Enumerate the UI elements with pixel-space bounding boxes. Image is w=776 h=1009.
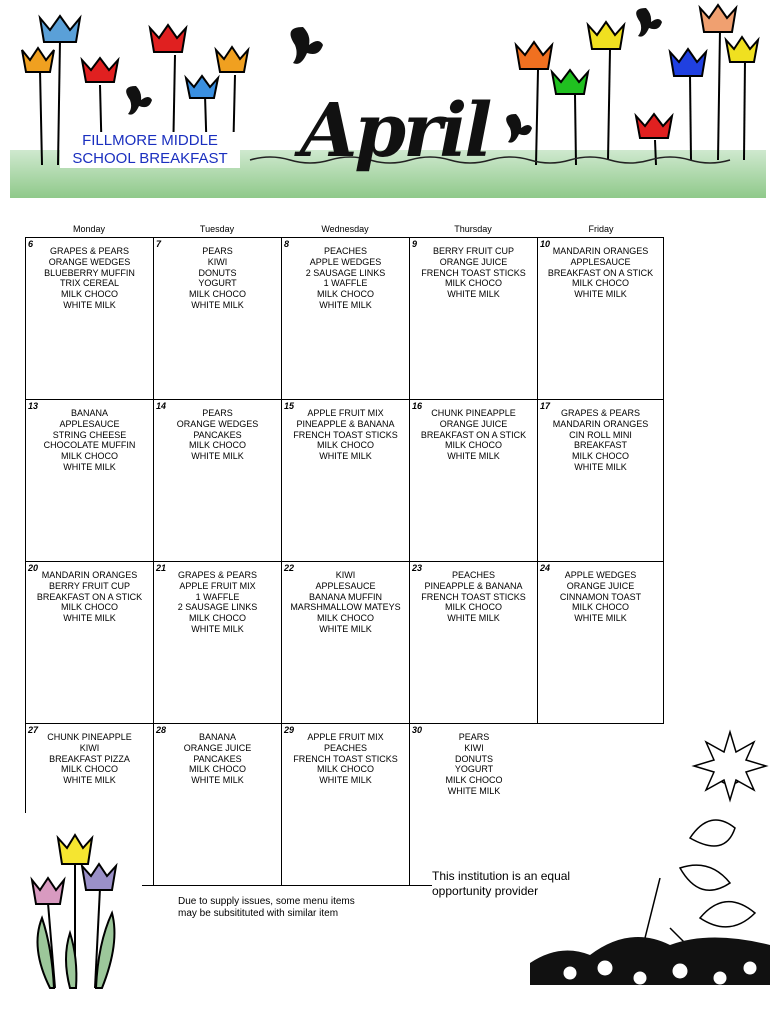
menu-item: WHITE MILK (319, 775, 372, 786)
menu-item: WHITE MILK (447, 451, 500, 462)
menu-item: MILK CHOCO (188, 289, 246, 300)
menu-item: DONUTS (455, 753, 493, 764)
menu-item: BLUEBERRY MUFFIN (44, 267, 135, 278)
menu-item: MILK CHOCO (60, 289, 118, 300)
menu-items (538, 570, 663, 624)
day-cell (537, 561, 664, 724)
menu-item: CHUNK PINEAPPLE (431, 408, 516, 418)
menu-item: WHITE MILK (191, 299, 244, 310)
menu-item: FRENCH TOAST STICKS (421, 267, 526, 278)
menu-item: 2 SAUSAGE LINKS (305, 267, 386, 278)
menu-item: MILK CHOCO (444, 278, 502, 289)
menu-item: MILK CHOCO (444, 602, 502, 613)
menu-item: BERRY FRUIT CUP (48, 580, 131, 591)
supply-note (178, 896, 355, 920)
menu-item: PINEAPPLE & BANANA (296, 418, 395, 429)
menu-item: KIWI (207, 256, 228, 267)
menu-item: PEARS (458, 732, 490, 742)
menu-item: APPLESAUCE (315, 580, 376, 591)
menu-item: BREAKFAST PIZZA (49, 753, 130, 764)
menu-items (410, 246, 537, 300)
day-number: 14 (156, 401, 167, 411)
equal-opportunity-line: opportunity provider (432, 884, 539, 898)
menu-item: MILK CHOCO (445, 775, 503, 786)
menu-item: FRENCH TOAST STICKS (293, 753, 398, 764)
menu-item: ORANGE JUICE (566, 580, 635, 591)
menu-item: KIWI (335, 570, 356, 580)
bottom-rule (142, 885, 432, 886)
menu-item: PEACHES (451, 570, 495, 580)
day-cell (25, 561, 154, 724)
menu-item: MILK CHOCO (444, 440, 502, 451)
day-number: 16 (412, 401, 423, 411)
menu-item: MILK CHOCO (316, 764, 374, 775)
menu-item: APPLESAUCE (570, 256, 631, 267)
menu-item: ORANGE JUICE (439, 256, 508, 267)
day-number: 29 (284, 725, 295, 735)
menu-item: WHITE MILK (574, 613, 627, 624)
equal-opportunity-line: This institution is an equal (432, 869, 571, 883)
month-title: April (300, 88, 490, 174)
menu-item: APPLE FRUIT MIX (307, 732, 384, 742)
menu-items (154, 570, 281, 635)
tulip-illustration-bottom-left (20, 828, 140, 993)
menu-item: PEACHES (323, 246, 367, 256)
day-number: 20 (28, 563, 39, 573)
weekday-tuesday: Tuesday (199, 224, 235, 234)
menu-item: WHITE MILK (191, 623, 244, 634)
menu-item: YOGURT (454, 764, 494, 775)
day-cell (153, 399, 282, 562)
menu-item: MILK CHOCO (60, 602, 118, 613)
menu-item: KIWI (464, 742, 484, 753)
menu-item: WHITE MILK (447, 289, 500, 300)
menu-item: GRAPES & PEARS (560, 408, 641, 418)
menu-item: MILK CHOCO (60, 451, 118, 462)
menu-item: CHUNK PINEAPPLE (47, 732, 132, 742)
day-cell (153, 237, 282, 400)
menu-item: MILK CHOCO (571, 602, 629, 613)
day-number: 23 (412, 563, 423, 573)
menu-item: 1 WAFFLE (195, 591, 240, 602)
day-number: 21 (156, 563, 167, 573)
menu-item: ORANGE WEDGES (176, 418, 259, 429)
day-cell (281, 237, 410, 400)
menu-item: APPLESAUCE (59, 418, 120, 429)
day-number: 28 (156, 725, 167, 735)
menu-item: STRING CHEESE (52, 429, 127, 440)
menu-item: YOGURT (198, 278, 237, 289)
menu-item: ORANGE JUICE (183, 742, 252, 753)
menu-item: BANANA MUFFIN (308, 591, 382, 602)
menu-items (26, 246, 153, 311)
menu-items (410, 570, 537, 624)
menu-item: BREAKFAST ON A STICK (420, 429, 527, 440)
menu-item: WHITE MILK (574, 289, 627, 300)
menu-item: PEACHES (323, 742, 367, 753)
day-cell (409, 723, 538, 886)
menu-item: PANCAKES (193, 753, 242, 764)
menu-item: GRAPES & PEARS (177, 570, 258, 580)
day-number: 15 (284, 401, 295, 411)
supply-note-line: may be subsitituted with similar item (178, 908, 339, 919)
menu-item: ORANGE JUICE (439, 418, 508, 429)
menu-item: MANDARIN ORANGES (552, 418, 649, 429)
menu-item: MARSHMALLOW MATEYS (290, 602, 401, 613)
menu-item: MILK CHOCO (316, 613, 374, 624)
menu-item: MILK CHOCO (60, 764, 118, 775)
menu-items (26, 570, 153, 624)
menu-item: MILK CHOCO (316, 440, 374, 451)
menu-item: FRENCH TOAST STICKS (293, 429, 398, 440)
day-cell (281, 561, 410, 724)
day-number: 30 (412, 725, 423, 735)
day-cell (281, 399, 410, 562)
menu-item: WHITE MILK (447, 785, 501, 796)
day-number: 8 (284, 239, 290, 249)
menu-items (282, 732, 409, 786)
day-cell (537, 237, 664, 400)
day-number: 22 (284, 563, 295, 573)
menu-item: APPLE WEDGES (309, 256, 382, 267)
menu-item: WHITE MILK (63, 613, 116, 624)
menu-item: WHITE MILK (319, 299, 372, 310)
menu-item: BANANA (198, 732, 236, 742)
menu-item: WHITE MILK (447, 613, 500, 624)
menu-item: WHITE MILK (319, 623, 372, 634)
menu-item: MILK CHOCO (316, 289, 374, 300)
menu-item: WHITE MILK (191, 775, 244, 786)
day-cell (409, 237, 538, 400)
day-number: 6 (28, 239, 34, 249)
day-number: 17 (540, 401, 551, 411)
menu-item: MILK CHOCO (188, 613, 246, 624)
menu-items (26, 732, 153, 786)
day-cell (153, 561, 282, 724)
day-number: 24 (540, 563, 551, 573)
menu-item: WHITE MILK (63, 461, 116, 472)
day-cell (537, 399, 664, 562)
menu-item: APPLE WEDGES (564, 570, 637, 580)
menu-item: BREAKFAST (573, 440, 627, 451)
day-number: 13 (28, 401, 39, 411)
menu-item: 1 WAFFLE (323, 278, 368, 289)
weekday-friday: Friday (588, 224, 614, 234)
menu-items (538, 246, 663, 300)
weekday-thursday: Thursday (454, 224, 492, 234)
menu-item: MILK CHOCO (188, 764, 246, 775)
menu-items (538, 408, 663, 473)
menu-items (410, 732, 538, 797)
tulip-cluster-right (516, 5, 758, 165)
menu-item: CINNAMON TOAST (559, 591, 642, 602)
day-cell (25, 723, 154, 813)
menu-item: GRAPES & PEARS (49, 246, 130, 256)
menu-item: DONUTS (198, 267, 237, 278)
menu-item: MANDARIN ORANGES (41, 570, 138, 580)
menu-item: MILK CHOCO (571, 451, 629, 462)
menu-item: APPLE FRUIT MIX (307, 408, 384, 418)
day-number: 9 (412, 239, 418, 249)
menu-item: WHITE MILK (63, 775, 116, 786)
menu-item: FRENCH TOAST STICKS (421, 591, 526, 602)
weekday-wednesday: Wednesday (321, 224, 369, 234)
menu-items (154, 246, 281, 311)
menu-item: WHITE MILK (63, 299, 116, 310)
menu-items (282, 246, 409, 311)
supply-note-line: Due to supply issues, some menu items (178, 896, 355, 907)
menu-item: WHITE MILK (191, 451, 244, 462)
menu-item: PEARS (202, 408, 233, 418)
day-cell (409, 561, 538, 724)
menu-item: MILK CHOCO (188, 440, 246, 451)
day-cell (25, 399, 154, 562)
day-number: 7 (156, 239, 162, 249)
day-cell (153, 723, 282, 886)
day-cell (409, 399, 538, 562)
menu-items (282, 408, 409, 462)
menu-item: MANDARIN ORANGES (552, 246, 649, 256)
menu-items (154, 408, 281, 462)
school-name: FILLMORE MIDDLE SCHOOL BREAKFAST (60, 132, 240, 168)
menu-item: BERRY FRUIT CUP (432, 246, 515, 256)
menu-items (410, 408, 537, 462)
weekday-monday: Monday (72, 224, 106, 234)
menu-item: KIWI (79, 742, 100, 753)
menu-item: BREAKFAST ON A STICK (36, 591, 143, 602)
menu-items (282, 570, 409, 635)
day-number: 10 (540, 239, 551, 249)
menu-item: BREAKFAST ON A STICK (547, 267, 654, 278)
menu-item: MILK CHOCO (571, 278, 629, 289)
menu-items (26, 408, 153, 473)
menu-item: ORANGE WEDGES (48, 256, 131, 267)
day-cell (281, 723, 410, 886)
menu-item: PANCAKES (193, 429, 242, 440)
menu-item: PEARS (202, 246, 233, 256)
menu-items (154, 732, 281, 786)
menu-item: APPLE FRUIT MIX (179, 580, 256, 591)
menu-item: TRIX CEREAL (59, 278, 119, 289)
menu-item: BANANA (70, 408, 108, 418)
menu-item: PINEAPPLE & BANANA (424, 580, 523, 591)
menu-item: CHOCOLATE MUFFIN (43, 440, 136, 451)
day-number: 27 (28, 725, 39, 735)
menu-item: WHITE MILK (574, 461, 627, 472)
menu-item: CIN ROLL MINI (569, 429, 632, 440)
day-cell (25, 237, 154, 400)
menu-item: WHITE MILK (319, 451, 372, 462)
menu-item: 2 SAUSAGE LINKS (177, 602, 258, 613)
flower-illustration-bottom-right (530, 728, 770, 998)
